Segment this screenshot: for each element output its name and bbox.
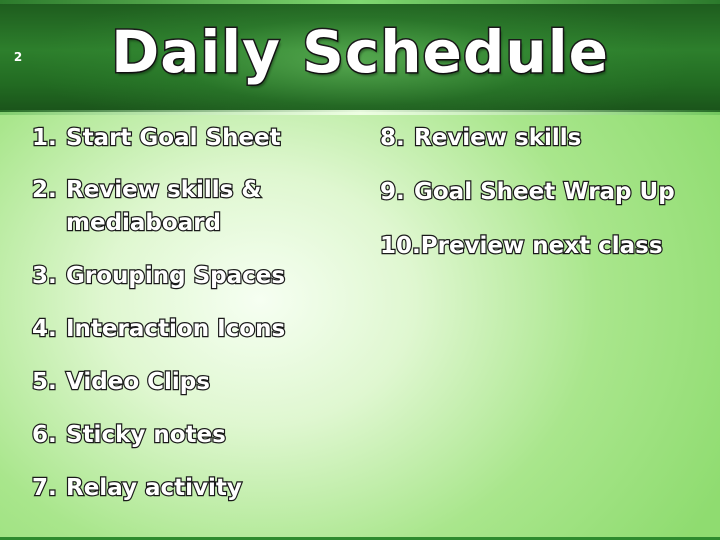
item-text: Relay activity	[66, 475, 242, 501]
item-number: 1.	[32, 125, 57, 151]
item-text: Video Clips	[66, 369, 210, 395]
item-number: 2.	[32, 177, 57, 203]
item-text: Start Goal Sheet	[66, 125, 281, 151]
item-text: Review skills	[414, 125, 582, 151]
list-item	[380, 121, 715, 155]
item-number: 9.	[380, 179, 405, 205]
item-number: 10.	[380, 233, 421, 259]
item-number: 4.	[32, 316, 57, 342]
list-item	[32, 259, 352, 293]
item-text: Interaction Icons	[66, 316, 286, 342]
item-number: 5.	[32, 369, 57, 395]
list-item	[32, 418, 352, 452]
item-text: Preview next class	[420, 233, 663, 259]
item-text: Grouping Spaces	[66, 263, 286, 289]
item-text: Review skills &	[66, 177, 262, 203]
title-banner	[0, 0, 720, 112]
schedule-list-right	[380, 121, 715, 283]
item-number: 8.	[380, 125, 405, 151]
list-item	[380, 175, 715, 209]
item-number: 7.	[32, 475, 57, 501]
list-item	[32, 365, 352, 399]
slide-number: 2	[13, 50, 23, 64]
schedule-list-left	[32, 121, 352, 524]
list-item	[32, 174, 352, 240]
item-text: Sticky notes	[66, 422, 226, 448]
list-item	[32, 121, 352, 155]
item-number: 3.	[32, 263, 57, 289]
list-item	[32, 471, 352, 505]
item-text: Goal Sheet Wrap Up	[414, 179, 675, 205]
item-number: 6.	[32, 422, 57, 448]
item-text-continued: mediaboard	[66, 210, 222, 236]
list-item	[32, 312, 352, 346]
list-item	[380, 229, 715, 263]
slide-title: Daily Schedule	[111, 18, 609, 86]
